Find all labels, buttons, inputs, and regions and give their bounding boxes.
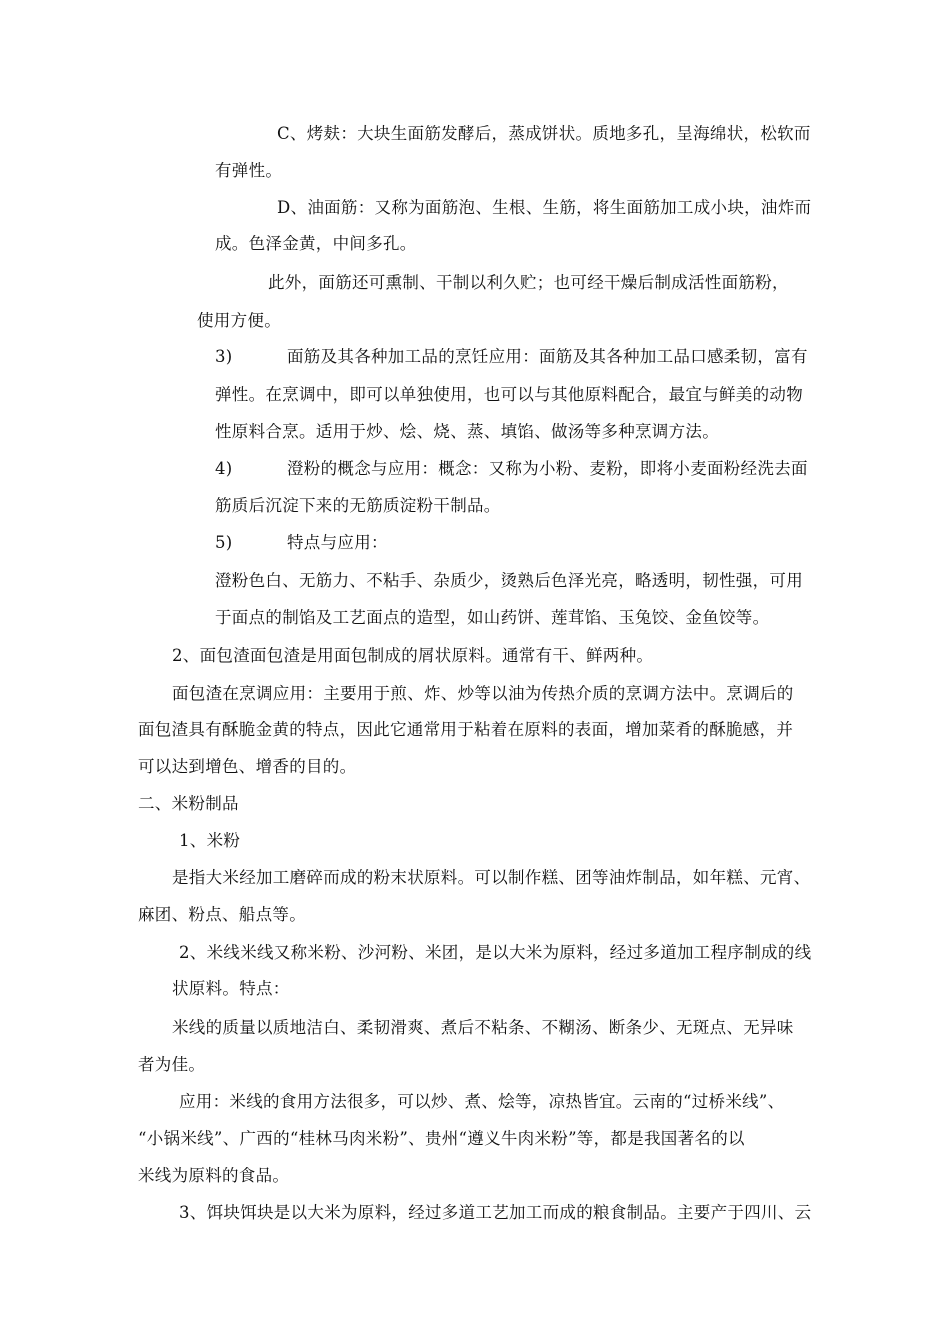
text-line: 3、饵块饵块是以大米为原料，经过多道工艺加工而成的粮食制品。主要产于四川、云 — [179, 1203, 812, 1222]
text-line: D、油面筋：又称为面筋泡、生根、生筋，将生面筋加工成小块，油炸而 — [277, 198, 812, 217]
text-line: “小锅米线”、广西的“桂林马肉米粉”、贵州“遵义牛肉米粉”等，都是我国著名的以 — [138, 1129, 745, 1148]
text-line: 性原料合烹。适用于炒、烩、烧、蒸、填馅、做汤等多种烹调方法。 — [215, 422, 719, 441]
text-line: 面筋及其各种加工品的烹饪应用：面筋及其各种加工品口感柔韧，富有 — [287, 347, 808, 366]
text-line: 2、米线米线又称米粉、沙河粉、米团，是以大米为原料，经过多道加工程序制成的线 — [179, 943, 812, 962]
text-line: 状原料。特点： — [172, 979, 290, 998]
text-line: 应用：米线的食用方法很多，可以炒、煮、烩等，凉热皆宜。云南的“过桥米线”、 — [179, 1092, 785, 1111]
text-line: C、烤麸：大块生面筋发酵后，蒸成饼状。质地多孔，呈海绵状，松软而 — [277, 124, 811, 143]
list-number: 4) — [215, 459, 233, 478]
text-line: 澄粉色白、无筋力、不粘手、杂质少，烫熟后色泽光亮，略透明，韧性强，可用 — [215, 571, 803, 590]
text-line: 米线的质量以质地洁白、柔韧滑爽、煮后不粘条、不糊汤、断条少、无斑点、无异味 — [172, 1018, 794, 1037]
text-line: 米线为原料的食品。 — [138, 1166, 290, 1185]
text-line: 面包渣具有酥脆金黄的特点，因此它通常用于粘着在原料的表面，增加菜肴的酥脆感，并 — [138, 720, 794, 739]
text-line: 者为佳。 — [138, 1055, 206, 1074]
text-line: 麻团、粉点、船点等。 — [138, 905, 306, 924]
text-line: 面包渣在烹调应用：主要用于煎、炸、炒等以油为传热介质的烹调方法中。烹调后的 — [172, 684, 794, 703]
text-line: 于面点的制馅及工艺面点的造型，如山药饼、莲茸馅、玉兔饺、金鱼饺等。 — [215, 608, 770, 627]
text-line: 特点与应用： — [287, 533, 388, 552]
subsection-heading: 1、米粉 — [179, 831, 241, 850]
text-line: 有弹性。 — [215, 161, 283, 180]
text-line: 此外，面筋还可熏制、干制以利久贮；也可经干燥后制成活性面筋粉， — [268, 273, 789, 292]
text-line: 使用方便。 — [197, 311, 281, 330]
text-line: 是指大米经加工磨碎而成的粉末状原料。可以制作糕、团等油炸制品，如年糕、元宵、 — [172, 868, 811, 887]
text-line: 可以达到增色、增香的目的。 — [138, 757, 357, 776]
list-number: 5) — [215, 533, 233, 552]
list-number: 3) — [215, 347, 233, 366]
text-line: 弹性。在烹调中，即可以单独使用，也可以与其他原料配合，最宜与鲜美的动物 — [215, 385, 803, 404]
text-line: 2、面包渣面包渣是用面包制成的屑状原料。通常有干、鲜两种。 — [172, 646, 654, 665]
text-line: 成。色泽金黄，中间多孔。 — [215, 234, 417, 253]
text-line: 澄粉的概念与应用：概念：又称为小粉、麦粉，即将小麦面粉经洗去面 — [287, 459, 808, 478]
section-heading: 二、米粉制品 — [138, 794, 239, 813]
text-line: 筋质后沉淀下来的无筋质淀粉干制品。 — [215, 496, 501, 515]
